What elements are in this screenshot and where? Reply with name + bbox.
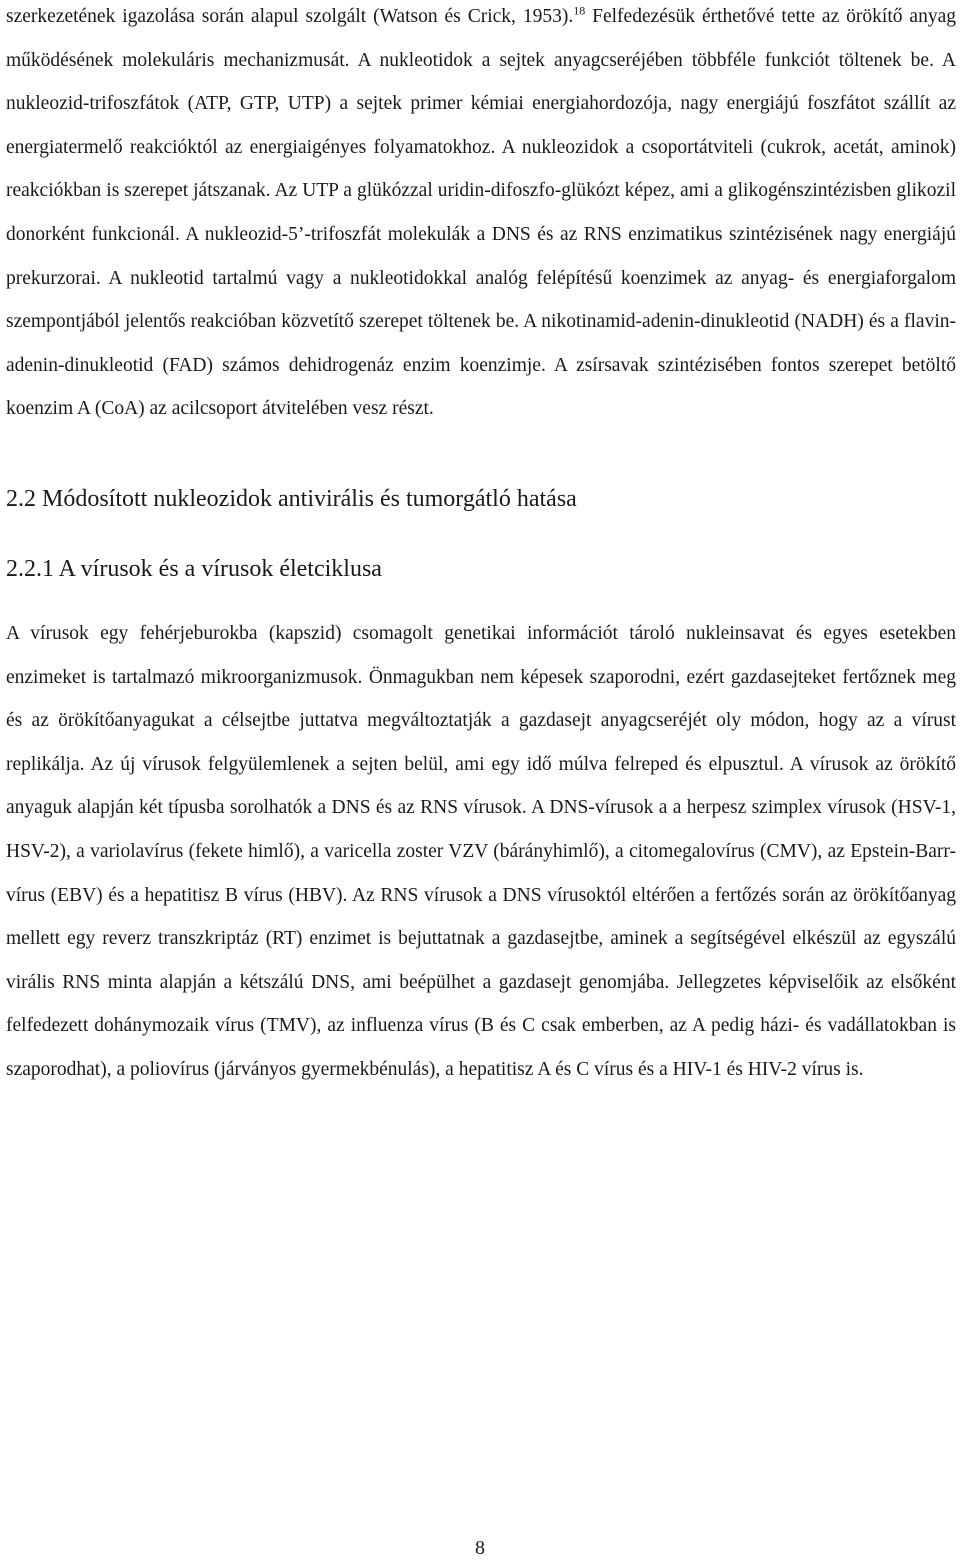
document-page bbox=[6, 0, 956, 1091]
paragraph-text-part: szerkezetének igazolása során alapul szolgált (Watson és Crick, 1953). bbox=[6, 6, 574, 27]
body-paragraph-nucleotides bbox=[6, 0, 956, 431]
page-number: 8 bbox=[475, 1537, 485, 1559]
subsection-heading: 2.2.1 A vírusok és a vírusok életciklusa bbox=[6, 555, 382, 582]
reference-superscript: 18 bbox=[573, 3, 586, 18]
body-paragraph-viruses: A vírusok egy fehérjeburokba (kapszid) csomagolt genetikai információt tároló nukleinsavat és egyes esetekben enzimeket is tartalmazó mikroorganizmusok. Önmagukban nem képesek szaporodni, ezért gazdasejteket fertőznek meg és az örökítőanyagukat a célsejtbe juttatva megváltoztatják a gazdasejt anyagcseréjét oly módon, hogy az a vírust replikálja. Az új vírusok felgyülemlenek a sejten belül, ami egy idő múlva felreped és elpusztul. A vírusok az örökítő anyaguk alapján két típusba sorolhatók a DNS és az RNS vírusok. A DNS-vírusok a a herpesz szimplex vírusok (HSV-1, HSV-2), a variolavírus (fekete himlő), a varicella zoster VZV (bárányhimlő), a citomegalovírus (CMV), az Epstein-Barr-vírus (EBV) és a hepatitisz B vírus (HBV). Az RNS vírusok a DNS vírusoktól eltérően a fertőzés során az örökítőanyag mellett egy reverz transzkriptáz (RT) enzimet is bejuttatnak a gazdasejtbe, aminek a segítségével elkészül az egyszálú virális RNS minta alapján a kétszálú DNS, ami beépülhet a gazdasejt genomjába. Jellegzetes képviselőik az elsőként felfedezett dohánymozaik vírus (TMV), az influenza vírus (B és C csak emberben, az A pedig házi- és vadállatokban is szaporodhat), a poliovírus (járványos gyermekbénulás), a hepatitisz A és C vírus és a HIV-1 és HIV-2 vírus is. bbox=[6, 622, 956, 1080]
section-heading: 2.2 Módosított nukleozidok antivirális és tumorgátló hatása bbox=[6, 485, 577, 512]
paragraph-text-part: Felfedezésük érthetővé tette az örökítő anyag működésének molekuláris mechanizmusát. A nukleotidok a sejtek anyagcseréjében többféle funkciót töltenek be. A nukleozid-trifoszfátok (ATP, GTP, UTP) a sejtek primer kémiai energiahordozója, nagy energiájú foszfátot szállít az energiatermelő reakcióktól az energiaigényes folyamatokhoz. A nukleozidok a csoportátviteli (cukrok, acetát, aminok) reakciókban is szerepet játszanak. Az UTP a glükózzal uridin-difoszfo-glükózt képez, ami a glikogénszintézisben glikozil donorként funkcionál. A nukleozid-5’-trifoszfát molekulák a DNS és az RNS enzimatikus szintézisének nagy energiájú prekurzorai. A nukleotid tartalmú vagy a nukleotidokkal analóg felépítésű koenzimek az anyag- és energiaforgalom szempontjából jelentős reakcióban közvetítő szerepet töltenek be. A nikotinamid-adenin-dinukleotid (NADH) és a flavin-adenin-dinukleotid (FAD) számos dehidrogenáz enzim koenzimje. A zsírsavak szintézisében fontos szerepet betöltő koenzim A (CoA) az acilcsoport átvitelében vesz részt. bbox=[6, 6, 956, 420]
